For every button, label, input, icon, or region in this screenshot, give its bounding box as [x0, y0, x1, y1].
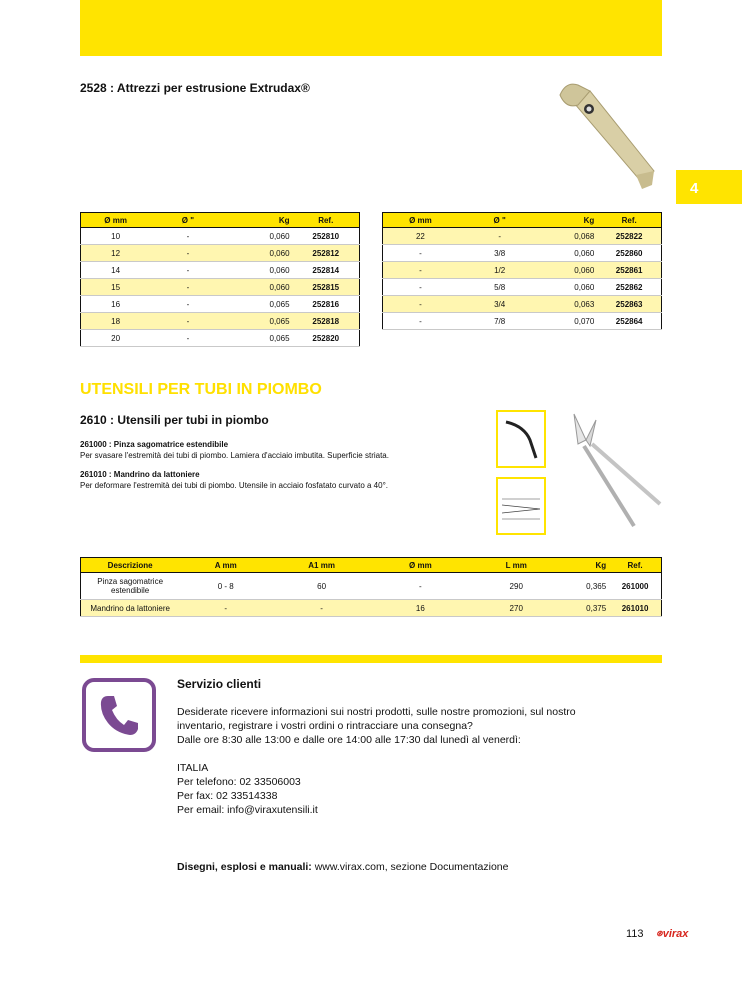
chapter-tab: 4: [676, 170, 742, 204]
brand-logo: ⊛virax: [656, 928, 689, 940]
service-fax: Per fax: 02 33514338: [177, 790, 278, 802]
table-row: 15 - 0,060 252815: [81, 279, 360, 296]
table-row: - 3/4 0,063 252863: [383, 296, 662, 313]
extrudax-table-right: [382, 212, 662, 330]
table-row: - 7/8 0,070 252864: [383, 313, 662, 330]
docs-link[interactable]: www.virax.com, sezione Documentazione: [311, 861, 509, 873]
section-divider: [80, 655, 662, 663]
page-number: 113: [626, 928, 644, 940]
dimension-drawing: [496, 477, 546, 535]
service-line: Desiderate ricevere informazioni sui nostri prodotti, sulle nostre promozioni, sul nostro: [177, 706, 576, 718]
col-header: A mm: [179, 558, 272, 573]
table-row: 16 - 0,065 252816: [81, 296, 360, 313]
section-title: UTENSILI PER TUBI IN PIOMBO: [80, 381, 322, 398]
pliers-image: [556, 410, 666, 530]
col-header: Ref.: [609, 558, 661, 573]
table-row: - 1/2 0,060 252861: [383, 262, 662, 279]
col-header: Ø ": [458, 213, 542, 228]
service-country: ITALIA: [177, 762, 209, 774]
col-header: Ref.: [597, 213, 661, 228]
table-row: 14 - 0,060 252814: [81, 262, 360, 279]
col-header: Kg: [542, 213, 598, 228]
col-header: Kg: [226, 213, 293, 228]
phone-icon: [82, 678, 156, 752]
col-header: Ref.: [293, 213, 360, 228]
service-text: [177, 705, 576, 817]
table-row: 20 - 0,065 252820: [81, 330, 360, 347]
col-header: Kg: [563, 558, 609, 573]
item2-desc: Per deformare l'estremità dei tubi di piombo. Utensile in acciaio fosfatato curvato a 40°.: [80, 481, 388, 490]
service-title: Servizio clienti: [177, 677, 262, 691]
table-row: - 3/8 0,060 252860: [383, 245, 662, 262]
lead-tools-title: 2610 : Utensili per tubi in piombo: [80, 413, 269, 427]
documentation-line: [177, 861, 508, 873]
header-yellow-bar: [80, 0, 662, 56]
product-description: [80, 439, 480, 491]
service-phone: Per telefono: 02 33506003: [177, 776, 301, 788]
brand-name: virax: [662, 928, 689, 940]
table-row: 10 - 0,060 252810: [81, 228, 360, 245]
col-header: Ø mm: [383, 213, 458, 228]
col-header: Ø mm: [81, 213, 151, 228]
table-row: 18 - 0,065 252818: [81, 313, 360, 330]
extrudax-table-left: [80, 212, 360, 347]
service-line: Dalle ore 8:30 alle 13:00 e dalle ore 14:00 alle 17:30 dal lunedì al venerdì:: [177, 734, 521, 746]
item1-desc: Per svasare l'estremità dei tubi di piombo. Lamiera d'acciaio imbutita. Superficie striata.: [80, 451, 389, 460]
table-row: Pinza sagomatrice estendibile 0 - 8 60 - 290 0,365 261000: [81, 573, 662, 600]
docs-label: Disegni, esplosi e manuali:: [177, 861, 312, 873]
item1-title: 261000 : Pinza sagomatrice estendibile: [80, 440, 229, 449]
col-header: Ø mm: [371, 558, 470, 573]
col-header: A1 mm: [272, 558, 371, 573]
col-header: Ø ": [150, 213, 225, 228]
mandrel-thumbnail: [496, 410, 546, 468]
table-row: Mandrino da lattoniere - - 16 270 0,375 261010: [81, 600, 662, 617]
service-email[interactable]: Per email: info@viraxutensili.it: [177, 804, 318, 816]
extrudax-title: 2528 : Attrezzi per estrusione Extrudax®: [80, 81, 310, 95]
lead-tools-table: [80, 557, 662, 617]
table-row: 12 - 0,060 252812: [81, 245, 360, 262]
extrudax-tool-image: [556, 75, 666, 205]
col-header: Descrizione: [81, 558, 180, 573]
table-row: 22 - 0,068 252822: [383, 228, 662, 245]
item2-title: 261010 : Mandrino da lattoniere: [80, 470, 200, 479]
col-header: L mm: [470, 558, 563, 573]
service-line: inventario, registrare i vostri ordini o rintracciare una consegna?: [177, 720, 473, 732]
table-row: - 5/8 0,060 252862: [383, 279, 662, 296]
